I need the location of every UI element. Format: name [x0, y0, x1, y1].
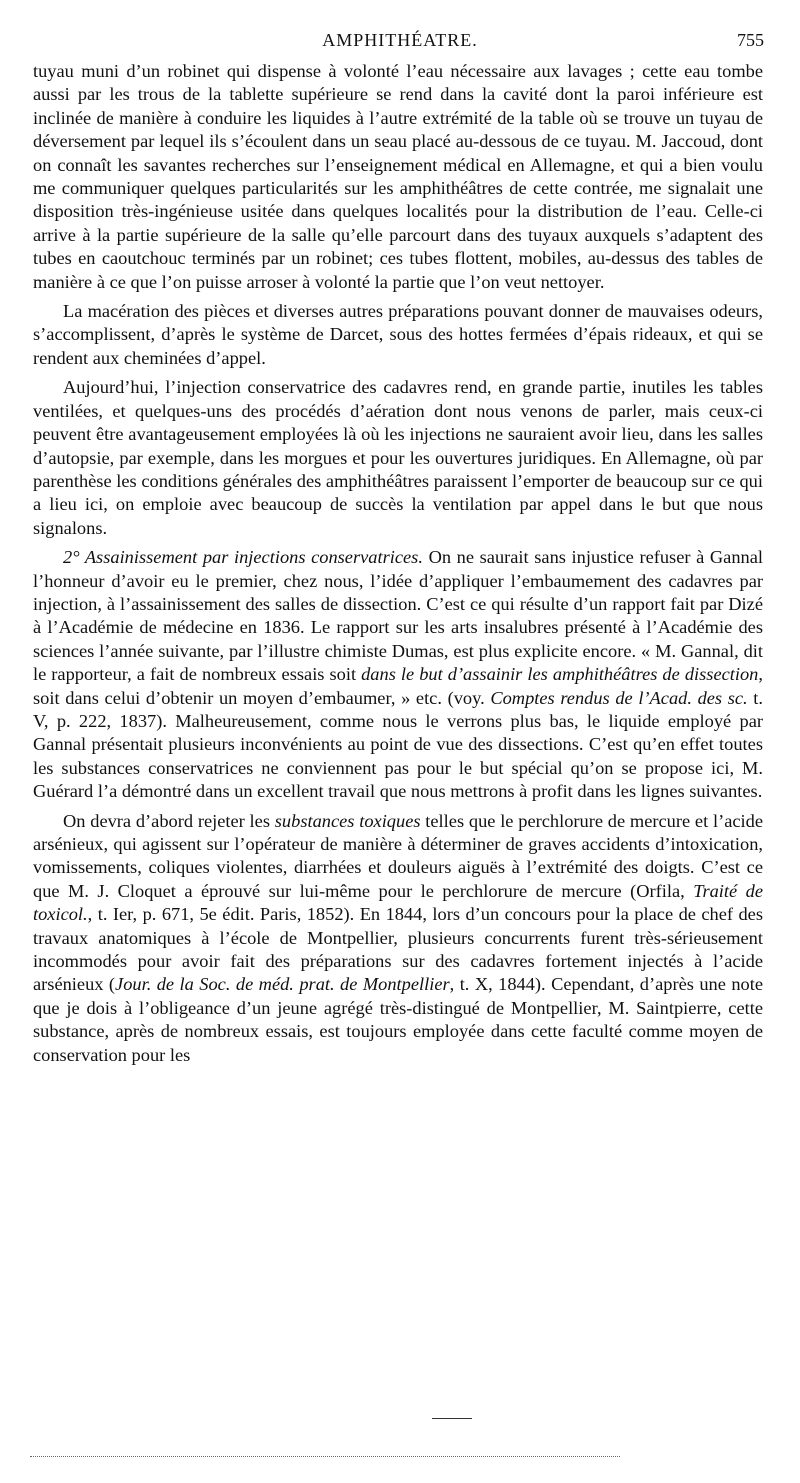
paragraph-4-citation: Comptes rendus de l’Acad. des sc.	[490, 687, 748, 708]
paragraph-5-text-a: On devra d’abord rejeter les	[63, 810, 275, 831]
body-text	[33, 60, 763, 1073]
paragraph-5	[33, 810, 763, 1067]
paragraph-4-text-c: t. V, p. 222, 1837). Malheureusement, comme nous le verrons plus bas, le liquide employé par Gannal présentait plusieurs inconvénients au point de vue des dissections. C’est qu’en effet toutes les substances conservatrices ne conviennent pas pour le but spécial qu’on se propose ici, M. Guérard l’a démontré dans un excellent travail que nous mettrons à profit dans les lignes suivantes.	[33, 687, 763, 802]
paragraph-4-text-a: On ne saurait sans injustice refuser à Gannal l’honneur d’avoir eu le premier, chez nous, l’idée d’appliquer l’embaumement des cadavres par injection, à l’assainissement des salles de dissection. C’est ce qui résulte d’un rapport fait par Dizé à l’Académie de médecine en 1836. Le rapport sur les arts insalubres présenté à l’Académie des sciences l’année suivante, par l’illustre chimiste Dumas, est plus explicite encore. « M. Gannal, dit le rapporteur, a fait de nombreux essais soit	[33, 547, 763, 685]
paragraph-5-text-d: , t. X, 1844). Cependant, d’après une note que je dois à l’obligeance d’un jeune agrégé très-distingué de Montpellier, M. Saintpierre, cette substance, après de nombreux essais, est toujours employée dans cette faculté comme moyen de conservation pour les	[33, 974, 763, 1065]
paragraph-2: La macération des pièces et diverses autres préparations pouvant donner de mauvaises odeurs, s’accomplissent, d’après le système de Darcet, sous des hottes fermées d’épais rideaux, et qui se rendent aux cheminées d’appel.	[33, 301, 763, 368]
paragraph-5-text-b: telles que le perchlorure de mercure et l’acide arsénieux, qui agissent sur l’opérateur de manière à déterminer de graves accidents d’intoxication, vomissements, coliques violentes, diarrhées et douleurs aiguës à l’extrémité des doigts. C’est ce que M. J. Cloquet a éprouvé sur lui-même pour le perchlorure de mercure (Orfila,	[33, 810, 763, 901]
footer-dotted-line	[30, 1456, 620, 1457]
paragraph-4-text-b: , soit dans celui d’obtenir un moyen d’embaumer, » etc. (voy.	[33, 664, 763, 708]
separator-rule	[432, 1418, 472, 1419]
running-title: AMPHITHÉATRE.	[322, 30, 478, 50]
page-header	[30, 30, 770, 60]
paragraph-4	[33, 546, 763, 803]
paragraph-3: Aujourd’hui, l’injection conservatrice des cadavres rend, en grande partie, inutiles les tables ventilées, et quelques-uns des procédés d’aération dont nous venons de parler, mais ceux-ci peuvent être avantageusement employées là où les injections ne sauraient avoir lieu, dans les salles d’autopsie, par exemple, dans les morgues et pour les ouvertures juridiques. En Allemagne, où par parenthèse les conditions générales des amphithéâtres paraissent l’emporter de beaucoup sur ce qui a lieu ici, on emploie avec beaucoup de succès la ventilation par appel dans le but que nous signalons.	[33, 377, 763, 538]
section-heading: 2° Assainissement par injections conservatrices.	[63, 547, 423, 568]
paragraph-1: tuyau muni d’un robinet qui dispense à volonté l’eau nécessaire aux lavages ; cette eau tombe aussi par les trous de la tablette supérieure se rend dans la cavité dont la paroi inférieure est inclinée de manière à conduire les liquides à l’autre extrémité de la table où se trouve un tuyau de déversement par lequel ils s’écoulent dans un seau placé au-dessous de ce tuyau. M. Jaccoud, dont on connaît les savantes recherches sur l’enseignement médical en Allemagne, et qui a bien voulu me communiquer quelques particularités sur les amphithéâtres de cette contrée, me signalait une disposition très-ingénieuse usitée dans quelques localités pour la distribution de l’eau. Celle-ci arrive à la partie supérieure de la salle qu’elle parcourt dans des tuyaux auxquels s’adaptent des tubes en caoutchouc terminés par un robinet; ces tubes flottent, mobiles, au-dessus des tables de manière à ce que l’on puisse arroser à volonté la partie que l’on veut nettoyer.	[33, 61, 763, 292]
paragraph-5-citation-2: Jour. de la Soc. de méd. prat. de Montpellier	[115, 974, 450, 995]
page-number: 755	[737, 30, 764, 50]
paragraph-4-quote: dans le but d’assainir les amphithéâtres de dissection	[361, 664, 759, 685]
paragraph-5-term: substances toxiques	[274, 810, 421, 831]
paragraph-5-citation-1: Traité de toxicol.	[33, 880, 763, 925]
paragraph-5-text-c: , t. Ier, p. 671, 5e édit. Paris, 1852). En 1844, lors d’un concours pour la place de chef des travaux anatomiques à l’école de Montpellier, plusieurs concurrents furent très-sérieusement incommodés pour avoir fait des préparations sur des cadavres fortement injectés à l’acide arsénieux (	[33, 904, 763, 995]
